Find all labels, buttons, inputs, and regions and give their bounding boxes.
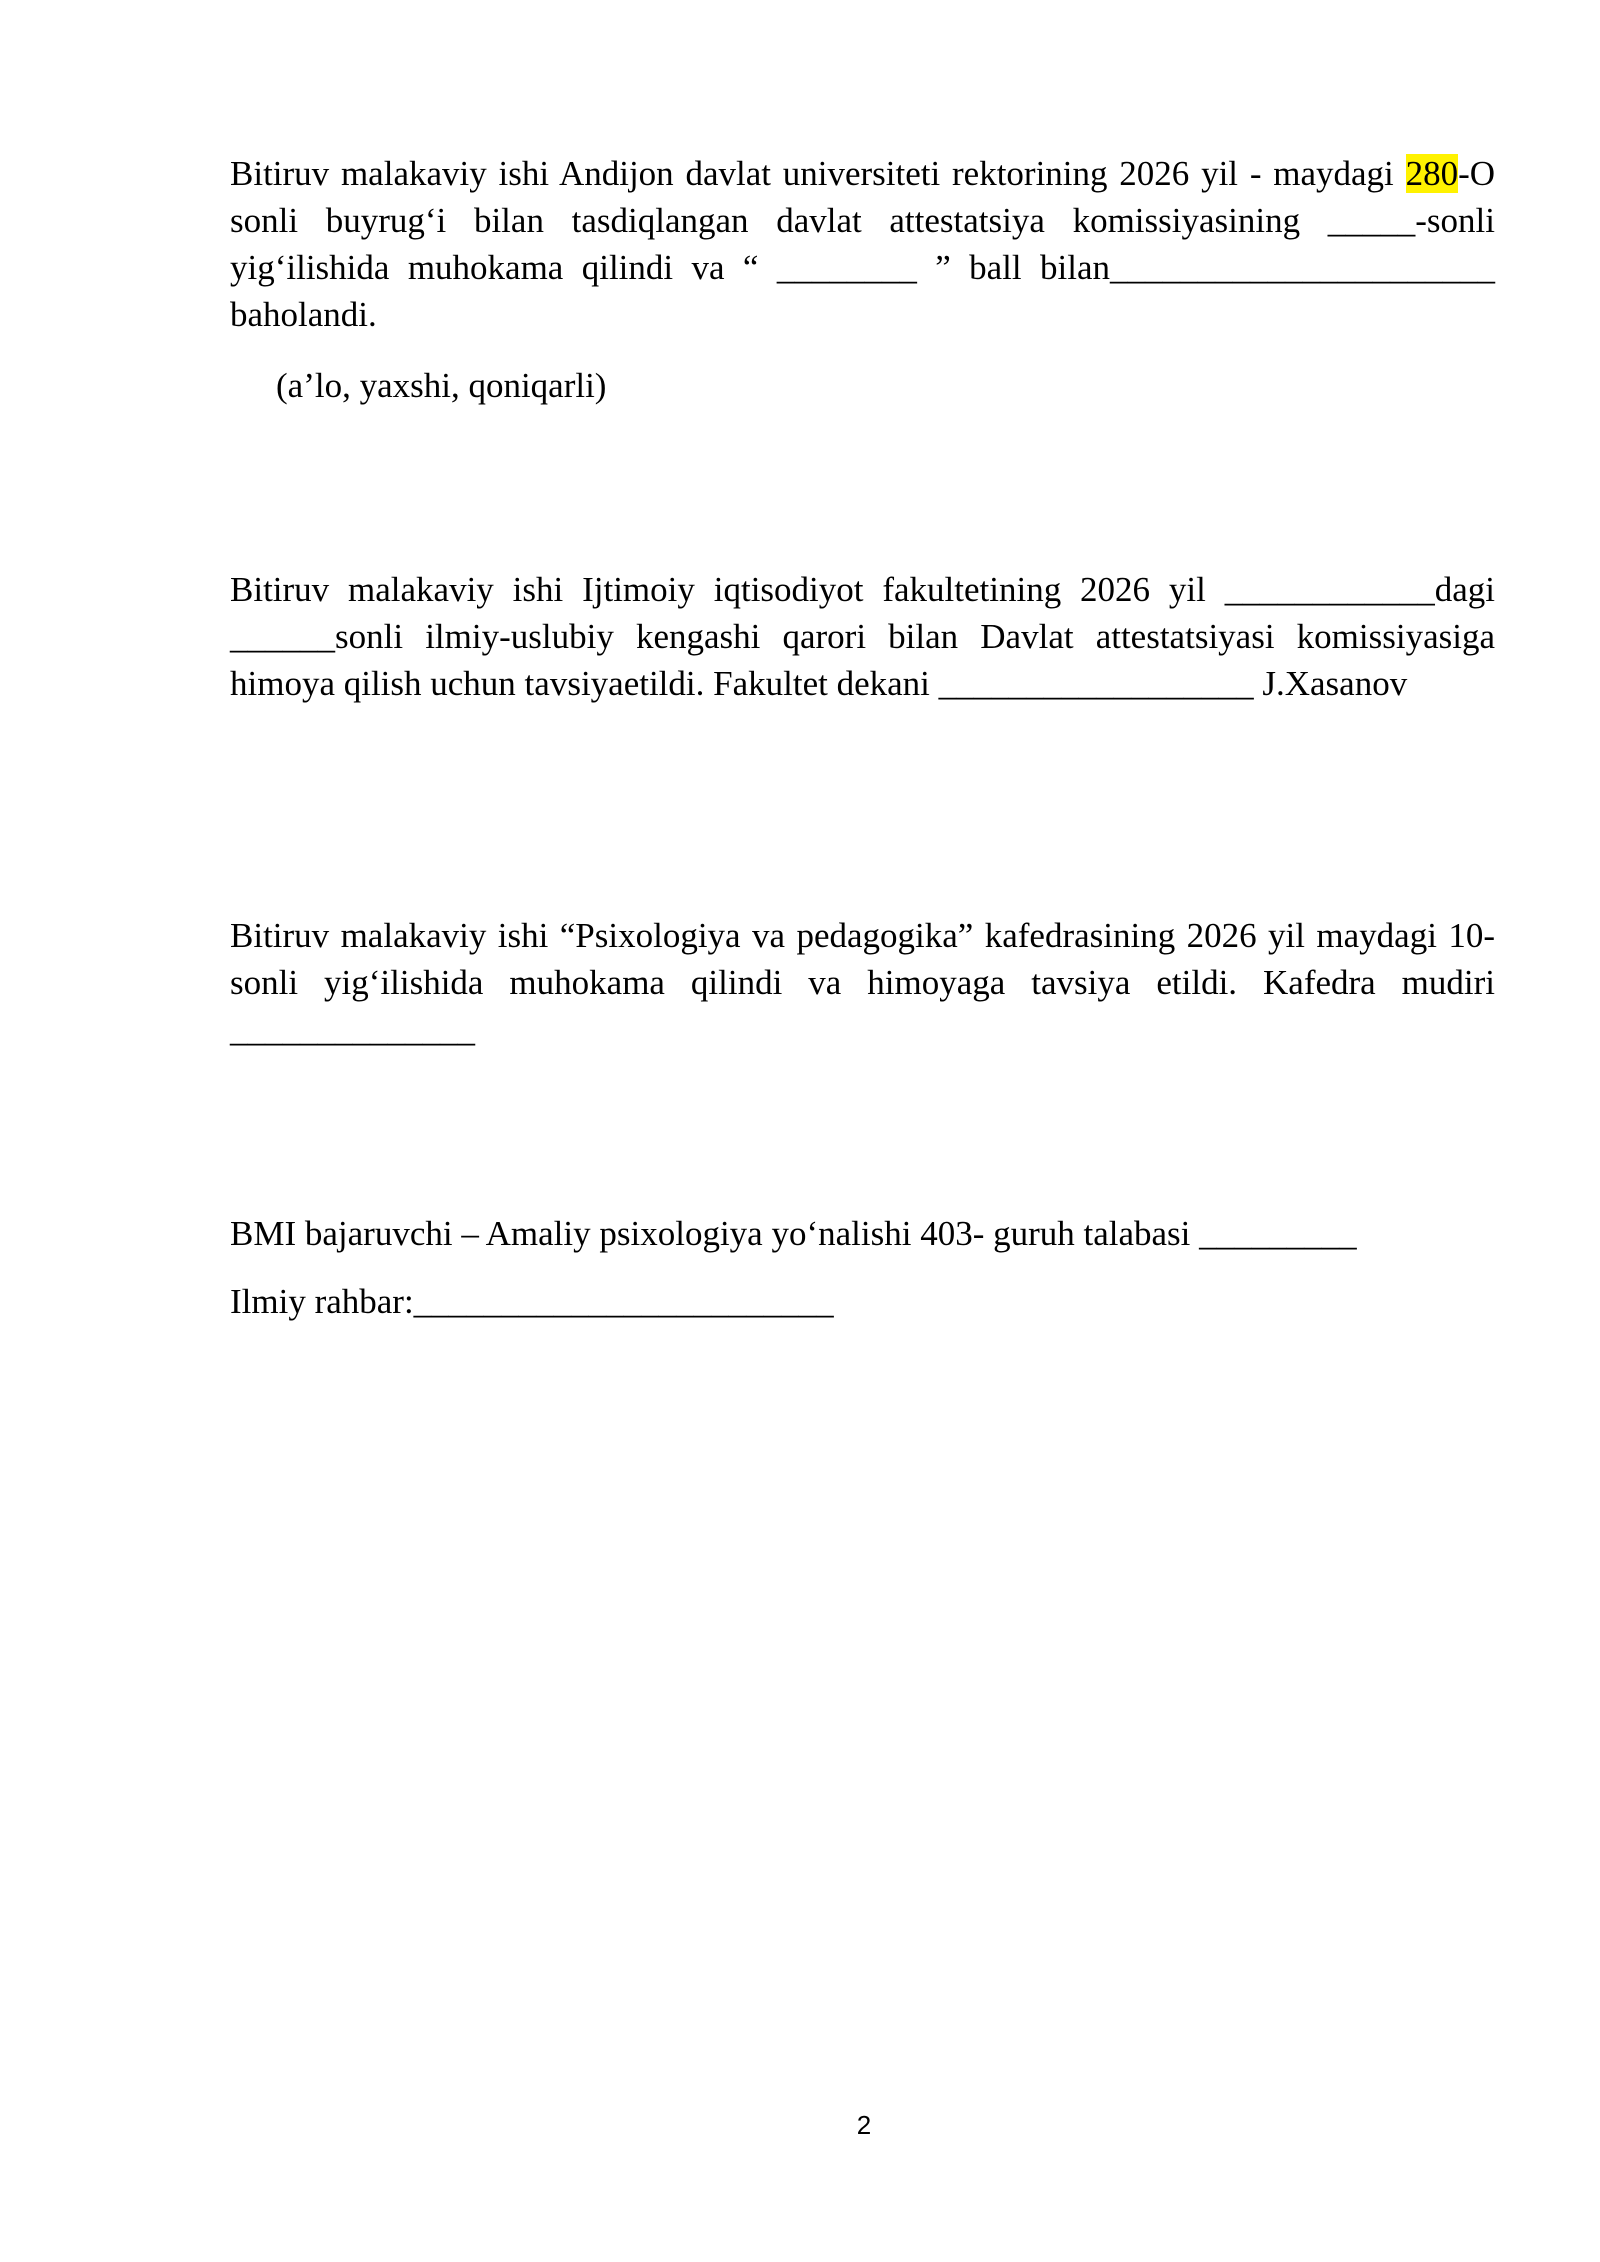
commission-text-end: -O sonli buyrug‘i bilan tasdiqlangan davlat attestatsiya komissiyasining _____-sonli yig‘ilishida muhokama qilindi va “ ________ ” ball bilan______________________ baholandi.: [230, 154, 1495, 334]
supervisor-signature-line: Ilmiy rahbar:________________________: [230, 1282, 834, 1321]
faculty-council-paragraph: Bitiruv malakaviy ishi Ijtimoiy iqtisodiyot fakultetining 2026 yil ____________dagi ______sonli ilmiy-uslubiy kengashi qarori bilan Davlat attestatsiyasi komissiyasiga himoya qilish uchun tavsiyaetildi. Fakultet dekani __________________ J.Xasanov: [230, 570, 1495, 703]
department-paragraph: Bitiruv malakaviy ishi “Psixologiya va pedagogika” kafedrasining 2026 yil maydagi 10-sonli yig‘ilishida muhokama qilindi va himoyaga tavsiya etildi. Kafedra mudiri ______________: [230, 916, 1495, 1049]
commission-paragraph: [230, 150, 1495, 338]
order-number-highlight: 280: [1405, 154, 1459, 193]
commission-text-start: Bitiruv malakaviy ishi Andijon davlat universiteti rektorining 2026 yil - maydagi: [230, 154, 1406, 193]
grade-options-note: (a’lo, yaxshi, qoniqarli): [276, 366, 607, 405]
executor-signature-line: BMI bajaruvchi – Amaliy psixologiya yo‘nalishi 403- guruh talabasi _________: [230, 1214, 1357, 1253]
page-number: 2: [856, 2110, 872, 2140]
